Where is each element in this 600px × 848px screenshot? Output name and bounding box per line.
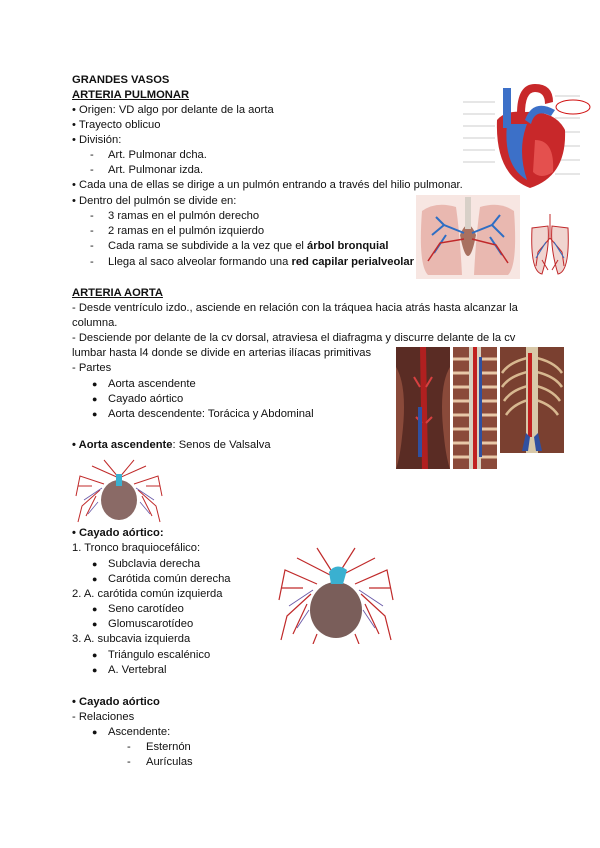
cayado-item: Glomuscarotídeo [108,618,194,630]
cayado-item: Carótida común derecha [108,573,231,585]
relacion-item: Esternón [146,741,191,753]
dentro-item: Llega al saco alveolar formando una red capilar perialveolar [108,256,414,268]
cayado-group: 3. A. subcavia izquierda [72,633,191,645]
aorta-desc: columna. [72,317,118,329]
bullet-marker: ● [92,394,98,404]
dentro-item: 2 ramas en el pulmón izquierdo [108,225,265,237]
relacion-item: Aurículas [146,756,193,768]
dash-marker: - [90,164,94,176]
dentro-item: 3 ramas en el pulmón derecho [108,210,260,222]
cayado-item: A. Vertebral [108,664,167,676]
bullet-marker: ● [92,604,98,614]
cayado-group: 1. Tronco braquiocefálico: [72,542,201,554]
aorta-desc: - Desde ventrículo izdo., asciende en relación con la tráquea hacia atrás hasta alcanzar la [72,302,518,314]
cayado-group: 2. A. carótida común izquierda [72,588,223,600]
heart-diagram-figure [455,80,595,192]
aorta-ascendente-figure [74,456,164,524]
aorta-desc: - Desciende por delante de la cv dorsal, atraviesa el diafragma y discurre delante de la cv [72,332,516,344]
lung-vessels-figure [528,208,572,278]
cayado2-relaciones: - Relaciones [72,711,135,723]
partes-item: Aorta descendente: Torácica y Abdominal [108,408,314,420]
pulmonar-heading: ARTERIA PULMONAR [72,89,190,101]
bullet-marker: ● [92,409,98,419]
dash-marker: - [90,225,94,237]
aorta-heading: ARTERIA AORTA [72,287,163,299]
pulmonar-cada: • Cada una de ellas se dirige a un pulmón entrando a través del hilio pulmonar. [72,179,463,191]
dash-marker: - [90,149,94,161]
cayado-item: Seno carotídeo [108,603,184,615]
thorax-dissection-photo-3 [500,347,564,453]
cayado-item: Triángulo escalénico [108,649,211,661]
partes-item: Aorta ascendente [108,378,196,390]
pulmonar-dentro: • Dentro del pulmón se divide en: [72,195,237,207]
aorta-desc: lumbar hasta l4 donde se divide en arterias ilíacas primitivas [72,347,372,359]
bullet-marker: ● [92,379,98,389]
dash-marker: - [90,240,94,252]
cayado-item: Subclavia derecha [108,558,201,570]
cayado2-heading: • Cayado aórtico [72,696,160,708]
cayado-heading: • Cayado aórtico: [72,527,164,539]
dash-marker: - [127,756,131,768]
bullet-marker: ● [92,665,98,675]
pulmonar-origen: • Origen: VD algo por delante de la aorta [72,104,274,116]
lungs-figure [416,195,520,279]
bullet-marker: ● [92,559,98,569]
ascendente-line: • Aorta ascendente: Senos de Valsalva [72,439,271,451]
pulmonar-division: • División: [72,134,122,146]
partes-item: Cayado aórtico [108,393,184,405]
bullet-marker: ● [92,574,98,584]
thorax-dissection-photo-1 [396,347,450,469]
cayado-aortico-figure [277,544,395,644]
bullet-marker: ● [92,727,98,737]
thorax-dissection-photo-2 [453,347,497,469]
bullet-marker: ● [92,650,98,660]
division-item: Art. Pulmonar izda. [108,164,204,176]
page-title: GRANDES VASOS [72,74,170,86]
dash-marker: - [90,256,94,268]
dash-marker: - [127,741,131,753]
aorta-partes: - Partes [72,362,112,374]
dash-marker: - [90,210,94,222]
pulmonar-trayecto: • Trayecto oblicuo [72,119,161,131]
division-item: Art. Pulmonar dcha. [108,149,207,161]
cayado2-ascendente: Ascendente: [108,726,171,738]
dentro-item: Cada rama se subdivide a la vez que el árbol bronquial [108,240,389,252]
bullet-marker: ● [92,619,98,629]
